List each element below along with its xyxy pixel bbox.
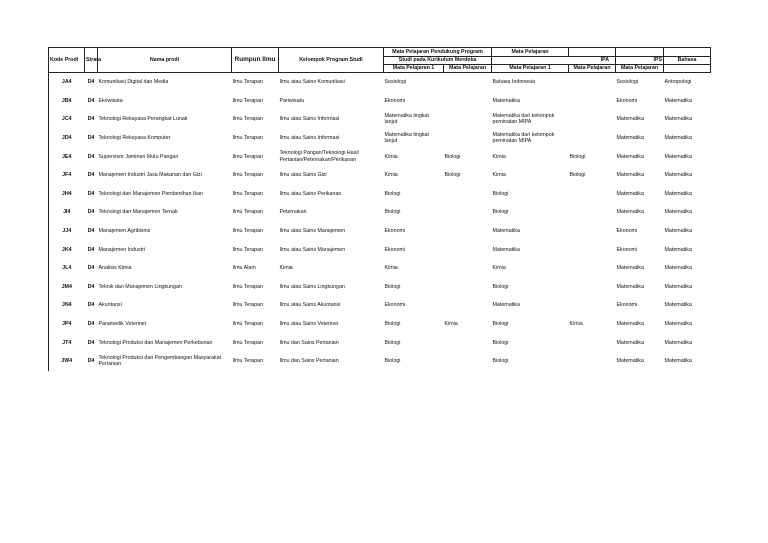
cell-ipa-2 bbox=[569, 240, 616, 259]
cell-strata: D4 bbox=[87, 190, 95, 197]
header-mapel-pendukung-2: Studi pada Kurikulum Merdeka bbox=[384, 57, 492, 65]
header-nama-prodi: Nama prodi bbox=[98, 48, 232, 73]
cell-ipa-1: Kimia bbox=[492, 172, 506, 179]
cell-mapel-1: Ekonomi bbox=[384, 227, 406, 234]
cell-kelompok: Ilmu atau Sains Veteriner bbox=[279, 320, 339, 327]
cell-nama-prodi: Teknologi dan Manajemen Pembenihan Ikan bbox=[98, 190, 204, 197]
cell-mapel-2 bbox=[444, 73, 492, 92]
cell-mapel-2: Kimia bbox=[444, 320, 458, 327]
cell-strata: D4 bbox=[87, 265, 95, 272]
cell-kelompok: Teknologi Pangan/Teknologi Hasil Pertanian/Peternakan/Perikanan bbox=[279, 150, 359, 163]
header-kelompok-program-studi: Kelompok Program Studi bbox=[279, 48, 384, 73]
cell-strata: D4 bbox=[87, 358, 95, 365]
cell-bahasa: Matematika bbox=[664, 227, 692, 234]
header-ipa: IPA bbox=[492, 57, 616, 65]
cell-kode-prodi: JC4 bbox=[49, 110, 85, 129]
cell-mapel-2 bbox=[444, 92, 492, 111]
header-ips: IPS bbox=[616, 57, 664, 65]
cell-ips: Matematika bbox=[616, 134, 644, 141]
cell-strata: D4 bbox=[87, 227, 95, 234]
cell-ipa-1: Kimia bbox=[492, 265, 506, 272]
cell-rumpun-ilmu: Ilmu Terapan bbox=[232, 246, 264, 253]
table-row bbox=[49, 352, 711, 371]
cell-mapel-2: Biologi bbox=[444, 153, 461, 160]
cell-ipa-1: Bahasa Indonesia bbox=[492, 79, 535, 86]
cell-kelompok: Pariwisata bbox=[279, 97, 304, 104]
cell-rumpun-ilmu: Ilmu Terapan bbox=[232, 79, 264, 86]
cell-mapel-1: Kimia bbox=[384, 153, 398, 160]
cell-ipa-1: Biologi bbox=[492, 190, 509, 197]
cell-ipa-1: Matematika bbox=[492, 302, 520, 309]
table-row bbox=[49, 333, 711, 352]
cell-ipa-1: Biologi bbox=[492, 320, 509, 327]
cell-nama-prodi: Analisis Kimia bbox=[98, 265, 132, 272]
cell-ipa-1: Biologi bbox=[492, 358, 509, 365]
cell-strata: D4 bbox=[87, 339, 95, 346]
cell-nama-prodi: Manajemen Agribisnis bbox=[98, 227, 151, 234]
cell-kelompok: Ilmu atau Sains Gizi bbox=[279, 172, 327, 179]
cell-nama-prodi: Teknologi Produksi dan Manajemen Perkebunan bbox=[98, 339, 213, 346]
cell-ipa-1: Kimia bbox=[492, 153, 506, 160]
cell-ips: Matematika bbox=[616, 116, 644, 123]
cell-mapel-1: Biologi bbox=[384, 358, 401, 365]
cell-kode-prodi: JA4 bbox=[49, 73, 85, 92]
cell-rumpun-ilmu: Ilmu Terapan bbox=[232, 339, 264, 346]
cell-kode-prodi: JM4 bbox=[49, 278, 85, 297]
cell-kode-prodi: JJ4 bbox=[49, 222, 85, 241]
cell-ips: Matematika bbox=[616, 190, 644, 197]
cell-strata: D4 bbox=[87, 97, 95, 104]
cell-ips: Ekonomi bbox=[616, 227, 638, 234]
cell-kode-prodi: JW4 bbox=[49, 352, 85, 371]
cell-ips: Matematika bbox=[616, 153, 644, 160]
cell-bahasa: Matematika bbox=[664, 358, 692, 365]
cell-rumpun-ilmu: Ilmu Alam bbox=[232, 265, 256, 272]
cell-strata: D4 bbox=[87, 172, 95, 179]
cell-rumpun-ilmu: Ilmu Terapan bbox=[232, 172, 264, 179]
header-mapel-1: Mata Pelajaran 1 bbox=[384, 65, 444, 73]
cell-mapel-1: Ekonomi bbox=[384, 246, 406, 253]
cell-mapel-2 bbox=[444, 222, 492, 241]
cell-bahasa: Matematika bbox=[664, 134, 692, 141]
cell-ips: Matematika bbox=[616, 283, 644, 290]
cell-bahasa: Antropologi bbox=[664, 79, 692, 86]
cell-ipa-2 bbox=[569, 296, 616, 315]
table-row bbox=[49, 92, 711, 111]
cell-kode-prodi: JD4 bbox=[49, 129, 85, 148]
cell-kelompok: Ilmu atau Sains Manajemen bbox=[279, 246, 346, 253]
cell-ipa-2 bbox=[569, 222, 616, 241]
cell-bahasa: Matematika bbox=[664, 302, 692, 309]
cell-bahasa: Matematika bbox=[664, 265, 692, 272]
cell-kode-prodi: JL4 bbox=[49, 259, 85, 278]
cell-mapel-2 bbox=[444, 185, 492, 204]
cell-ips: Ekonomi bbox=[616, 246, 638, 253]
cell-bahasa: Matematika bbox=[664, 153, 692, 160]
cell-ipa-1: Matematika dari kelompok peminatan MIPA bbox=[492, 131, 555, 145]
cell-bahasa: Matematika bbox=[664, 246, 692, 253]
cell-mapel-1: Kimia bbox=[384, 265, 398, 272]
cell-ipa-1: Matematika bbox=[492, 97, 520, 104]
cell-ips: Matematika bbox=[616, 320, 644, 327]
cell-rumpun-ilmu: Ilmu Terapan bbox=[232, 134, 264, 141]
cell-kelompok: Ilmu atau Sains Komunikasi bbox=[279, 79, 345, 86]
cell-strata: D4 bbox=[87, 134, 95, 141]
cell-nama-prodi: Teknologi Produksi dan Pengembangan Masyarakat Pertanian bbox=[98, 355, 221, 368]
cell-kelompok: Ilmu dan Sains Pertanian bbox=[279, 358, 339, 365]
cell-kode-prodi: JB4 bbox=[49, 92, 85, 111]
cell-kelompok: Ilmu atau Sains Informasi bbox=[279, 134, 340, 141]
cell-kode-prodi: JH4 bbox=[49, 185, 85, 204]
table-row bbox=[49, 185, 711, 204]
cell-mapel-1: Ekonomi bbox=[384, 97, 406, 104]
cell-mapel-1: Biologi bbox=[384, 190, 401, 197]
cell-rumpun-ilmu: Ilmu Terapan bbox=[232, 320, 264, 327]
cell-ips: Matematika bbox=[616, 339, 644, 346]
cell-nama-prodi: Teknologi dan Manajemen Ternak bbox=[98, 209, 178, 216]
cell-mapel-2: Biologi bbox=[444, 172, 461, 179]
header-mapel-2: Mata Pelajaran bbox=[444, 65, 492, 73]
cell-ipa-1: Matematika bbox=[492, 227, 520, 234]
cell-ipa-1: Biologi bbox=[492, 283, 509, 290]
table-row bbox=[49, 240, 711, 259]
table-row bbox=[49, 315, 711, 334]
cell-kelompok: Ilmu atau Sains Akuntansi bbox=[279, 302, 341, 309]
cell-strata: D4 bbox=[87, 283, 95, 290]
cell-mapel-2 bbox=[444, 333, 492, 352]
cell-nama-prodi: Teknologi Rekayasa Komputer bbox=[98, 134, 171, 141]
header-ips-mapel: Mata Pelajaran bbox=[569, 65, 616, 73]
table-row bbox=[49, 259, 711, 278]
cell-bahasa: Matematika bbox=[664, 209, 692, 216]
cell-mapel-1: Ekonomi bbox=[384, 302, 406, 309]
cell-bahasa: Matematika bbox=[664, 283, 692, 290]
table-row bbox=[49, 147, 711, 166]
cell-mapel-1: Biologi bbox=[384, 209, 401, 216]
cell-mapel-1: Biologi bbox=[384, 320, 401, 327]
cell-nama-prodi: Akuntansi bbox=[98, 302, 122, 309]
cell-strata: D4 bbox=[87, 116, 95, 123]
cell-ipa-2 bbox=[569, 259, 616, 278]
prodi-table bbox=[48, 47, 711, 371]
cell-ips: Matematika bbox=[616, 209, 644, 216]
header-ipa-mapel-1: Mata Pelajaran 1 bbox=[492, 65, 569, 73]
cell-kode-prodi: JK4 bbox=[49, 240, 85, 259]
cell-nama-prodi: Paramedik Veteriner bbox=[98, 320, 147, 327]
cell-ipa-2 bbox=[569, 333, 616, 352]
header-ips-mapel-2: Mata Pelajaran bbox=[616, 65, 664, 73]
cell-nama-prodi: Supervisor Jaminan Mutu Pangan bbox=[98, 153, 179, 160]
cell-bahasa: Matematika bbox=[664, 116, 692, 123]
cell-kelompok: Ilmu atau Sains Informasi bbox=[279, 116, 340, 123]
cell-rumpun-ilmu: Ilmu Terapan bbox=[232, 97, 264, 104]
cell-ips: Matematika bbox=[616, 265, 644, 272]
cell-rumpun-ilmu: Ilmu Terapan bbox=[232, 227, 264, 234]
header-strata: Strata bbox=[85, 48, 98, 73]
cell-rumpun-ilmu: Ilmu Terapan bbox=[232, 302, 264, 309]
cell-ipa-1: Biologi bbox=[492, 339, 509, 346]
cell-rumpun-ilmu: Ilmu Terapan bbox=[232, 209, 264, 216]
cell-ipa-1: Matematika bbox=[492, 246, 520, 253]
cell-ips: Ekonomi bbox=[616, 302, 638, 309]
cell-kelompok: Ilmu atau Sains Manajemen bbox=[279, 227, 346, 234]
cell-bahasa: Matematika bbox=[664, 190, 692, 197]
table-row bbox=[49, 296, 711, 315]
cell-strata: D4 bbox=[87, 320, 95, 327]
cell-bahasa: Matematika bbox=[664, 172, 692, 179]
cell-ipa-2 bbox=[569, 129, 616, 148]
table-row bbox=[49, 203, 711, 222]
table-row bbox=[49, 73, 711, 92]
table-row bbox=[49, 110, 711, 129]
cell-kelompok: Peternakan bbox=[279, 209, 307, 216]
cell-bahasa: Matematika bbox=[664, 97, 692, 104]
cell-strata: D4 bbox=[87, 246, 95, 253]
cell-kode-prodi: JT4 bbox=[49, 333, 85, 352]
cell-ipa-2: Biologi bbox=[569, 172, 586, 179]
cell-kelompok: Kimia bbox=[279, 265, 293, 272]
header-kode-prodi: Kode Prodi bbox=[49, 48, 85, 73]
cell-kode-prodi: JP4 bbox=[49, 315, 85, 334]
cell-mapel-2 bbox=[444, 296, 492, 315]
cell-nama-prodi: Ekowisata bbox=[98, 97, 123, 104]
header-bahasa: Bahasa bbox=[664, 57, 711, 65]
table-row bbox=[49, 278, 711, 297]
cell-rumpun-ilmu: Ilmu Terapan bbox=[232, 153, 264, 160]
cell-ipa-2 bbox=[569, 73, 616, 92]
table-row bbox=[49, 166, 711, 185]
cell-ipa-2 bbox=[569, 352, 616, 371]
cell-mapel-2 bbox=[444, 129, 492, 148]
cell-mapel-2 bbox=[444, 352, 492, 371]
cell-mapel-1: Matematika tingkat lanjut bbox=[384, 131, 429, 145]
cell-nama-prodi: Manajemen Industri bbox=[98, 246, 146, 253]
cell-nama-prodi: Teknik dan Manajemen Lingkungan bbox=[98, 283, 182, 290]
cell-rumpun-ilmu: Ilmu Terapan bbox=[232, 283, 264, 290]
cell-kode-prodi: JN4 bbox=[49, 296, 85, 315]
cell-bahasa: Matematika bbox=[664, 339, 692, 346]
cell-mapel-2 bbox=[444, 278, 492, 297]
header-rumpun-ilmu: Rumpun Ilmu bbox=[232, 48, 279, 73]
cell-mapel-1: Biologi bbox=[384, 339, 401, 346]
cell-ipa-2 bbox=[569, 110, 616, 129]
cell-ipa-2: Kimia bbox=[569, 320, 583, 327]
cell-mapel-1: Biologi bbox=[384, 283, 401, 290]
cell-kode-prodi: JI4 bbox=[49, 203, 85, 222]
cell-ipa-2 bbox=[569, 92, 616, 111]
cell-ipa-2: Biologi bbox=[569, 153, 586, 160]
cell-mapel-2 bbox=[444, 259, 492, 278]
cell-mapel-2 bbox=[444, 240, 492, 259]
table-row bbox=[49, 222, 711, 241]
cell-mapel-2 bbox=[444, 203, 492, 222]
cell-kelompok: Ilmu atau Sains Lingkungan bbox=[279, 283, 345, 290]
cell-kelompok: Ilmu atau Sains Perikanan bbox=[279, 190, 342, 197]
cell-ips: Matematika bbox=[616, 172, 644, 179]
table-row bbox=[49, 129, 711, 148]
spreadsheet bbox=[48, 47, 710, 367]
cell-mapel-2 bbox=[444, 110, 492, 129]
cell-strata: D4 bbox=[87, 153, 95, 160]
cell-rumpun-ilmu: Ilmu Terapan bbox=[232, 190, 264, 197]
cell-kode-prodi: JF4 bbox=[49, 166, 85, 185]
cell-kelompok: Ilmu dan Sains Pertanian bbox=[279, 339, 339, 346]
cell-mapel-1: Matematika tingkat lanjut bbox=[384, 113, 429, 126]
cell-nama-prodi: Manajemen Industri Jasa Makanan dan Gizi bbox=[98, 172, 202, 179]
cell-ips: Matematika bbox=[616, 358, 644, 365]
cell-mapel-1: Sosiologi bbox=[384, 79, 406, 86]
cell-nama-prodi: Komunikasi Digital dan Media bbox=[98, 79, 169, 86]
cell-strata: D4 bbox=[87, 79, 95, 86]
cell-ipa-1: Matematika dari kelompok peminatan MIPA bbox=[492, 113, 555, 126]
cell-mapel-1: Kimia bbox=[384, 172, 398, 179]
cell-nama-prodi: Teknologi Rekayasa Perangkat Lunak bbox=[98, 116, 188, 123]
header-mapel-pendukung-1: Mata Pelajaran Pendukung Program bbox=[384, 48, 492, 57]
cell-ips: Sosiologi bbox=[616, 79, 639, 86]
cell-bahasa: Matematika bbox=[664, 320, 692, 327]
cell-strata: D4 bbox=[87, 302, 95, 309]
cell-ipa-2 bbox=[569, 278, 616, 297]
cell-ipa-1: Biologi bbox=[492, 209, 509, 216]
cell-rumpun-ilmu: Ilmu Terapan bbox=[232, 116, 264, 123]
cell-rumpun-ilmu: Ilmu Terapan bbox=[232, 358, 264, 365]
cell-ipa-2 bbox=[569, 185, 616, 204]
cell-ips: Ekonomi bbox=[616, 97, 638, 104]
cell-ipa-2 bbox=[569, 203, 616, 222]
cell-strata: D4 bbox=[87, 209, 95, 216]
header-mapel-group: Mata Pelajaran bbox=[492, 48, 569, 57]
cell-kode-prodi: JE4 bbox=[49, 147, 85, 166]
